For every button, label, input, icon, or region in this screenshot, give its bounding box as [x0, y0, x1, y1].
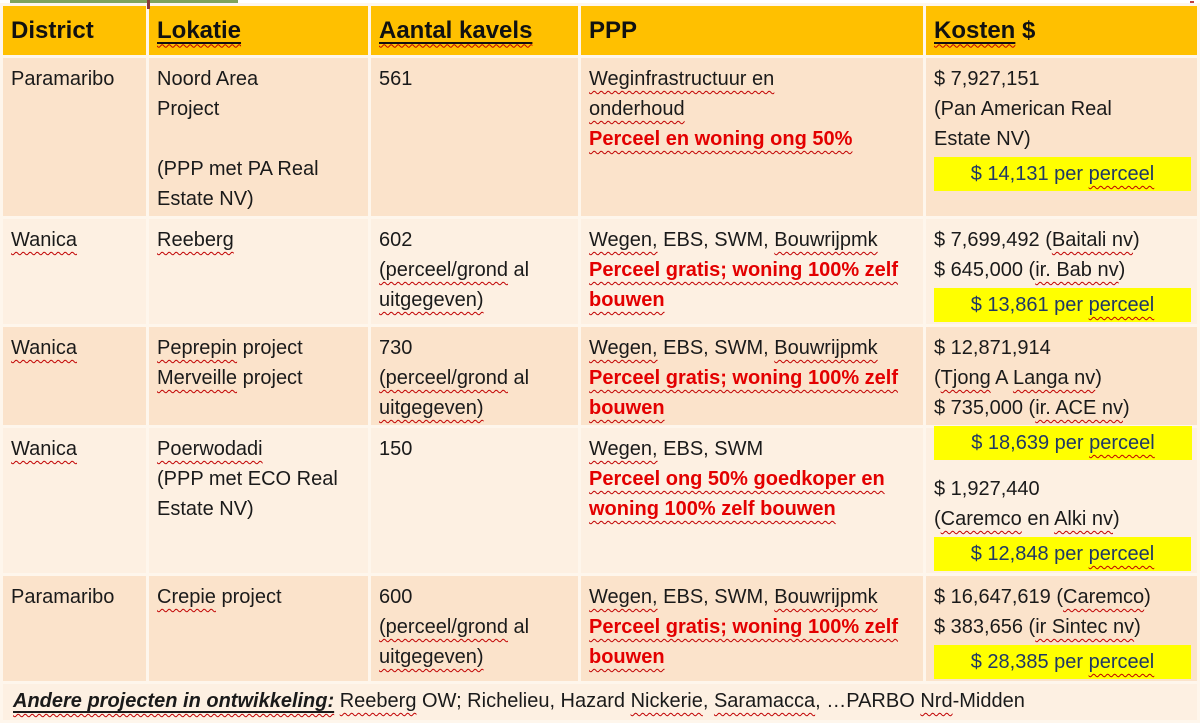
- text-segment: Estate NV): [934, 128, 1031, 150]
- text-line: [589, 333, 917, 363]
- district-cell: [3, 219, 146, 324]
- text-segment: [774, 337, 877, 359]
- spellcheck-squiggle: Perceel ong 50% goedkoper en: [589, 468, 885, 490]
- spellcheck-squiggle: Crepie: [157, 586, 216, 608]
- text-segment: $ 28,385 per: [970, 651, 1089, 673]
- text-segment: ): [1095, 367, 1102, 389]
- text-line: [934, 124, 1191, 154]
- text-segment: $ 12,848 per: [970, 543, 1089, 565]
- text-segment: [157, 128, 163, 150]
- table-row: [3, 327, 1197, 425]
- text-segment: [1089, 651, 1155, 673]
- text-line: [11, 582, 140, 612]
- text-segment: [589, 259, 898, 281]
- text-segment: $ 1,927,440: [934, 478, 1040, 500]
- table-row: [3, 576, 1197, 681]
- text-line: [157, 464, 362, 494]
- text-segment: [589, 68, 774, 90]
- text-line: [157, 94, 362, 124]
- text-segment: [1054, 508, 1113, 530]
- text-segment: [589, 98, 685, 120]
- text-segment: [1035, 616, 1134, 638]
- ppp-cell: [581, 428, 923, 573]
- text-line: [379, 255, 572, 285]
- spellcheck-squiggle: perceel: [1089, 432, 1155, 454]
- spellcheck-squiggle: (perceel/grond: [379, 616, 508, 638]
- spellcheck-squiggle: Langa nv: [1012, 367, 1096, 389]
- text-segment: [589, 646, 665, 668]
- text-segment: , …PARBO: [815, 690, 921, 712]
- lokatie-cell: [149, 219, 368, 324]
- spellcheck-squiggle: Caremco: [940, 508, 1022, 530]
- text-segment: [340, 690, 417, 712]
- text-segment: [589, 367, 898, 389]
- spellcheck-squiggle: Perceel gratis; woning 100% zelf: [589, 616, 898, 638]
- text-segment: [379, 616, 508, 638]
- text-segment: ): [1123, 397, 1130, 419]
- text-line: [379, 333, 572, 363]
- text-segment: [379, 17, 532, 44]
- text-segment: Estate NV): [157, 188, 254, 210]
- text-segment: [631, 690, 703, 712]
- ppp-cell: [581, 58, 923, 216]
- text-segment: [941, 508, 1022, 530]
- text-segment: $: [1015, 16, 1036, 44]
- text-segment: $ 14,131 per: [970, 163, 1089, 185]
- ppp-cell: [581, 576, 923, 681]
- spellcheck-squiggle: bouwen: [589, 397, 665, 419]
- text-segment: Estate NV): [157, 498, 254, 520]
- text-segment: (PPP met PA Real: [157, 158, 319, 180]
- spellcheck-squiggle: Reeberg: [339, 690, 417, 712]
- text-segment: 150: [379, 438, 413, 460]
- text-line: [589, 285, 917, 315]
- text-line: [379, 363, 572, 393]
- text-line: [589, 393, 917, 423]
- text-line: [11, 434, 140, 464]
- text-segment: [11, 337, 77, 359]
- lokatie-cell: [149, 327, 368, 425]
- spellcheck-squiggle: Nickerie: [630, 690, 703, 712]
- text-segment: $ 16,647,619 (: [934, 586, 1063, 608]
- text-line: [934, 504, 1191, 534]
- text-line: [589, 363, 917, 393]
- per-perceel-highlight: [934, 537, 1191, 571]
- aantal-kavels-cell: [371, 58, 578, 216]
- text-line: [589, 434, 917, 464]
- text-segment: District: [11, 16, 94, 44]
- text-line: [157, 363, 362, 393]
- text-segment: Paramaribo: [11, 586, 115, 608]
- text-segment: [589, 616, 898, 638]
- text-segment: [11, 438, 77, 460]
- ppp-cell: [581, 327, 923, 425]
- spellcheck-squiggle: ir. Bab nv: [1035, 259, 1119, 281]
- text-segment: [920, 690, 952, 712]
- spellcheck-squiggle: Bouwrijpmk: [774, 337, 878, 359]
- spellcheck-squiggle: ir. ACE nv: [1035, 397, 1124, 419]
- text-segment: [379, 259, 508, 281]
- text-segment: [589, 397, 665, 419]
- text-segment: -Midden: [952, 690, 1025, 712]
- ppp-cell: [581, 219, 923, 324]
- spellcheck-squiggle: Kosten: [934, 16, 1016, 44]
- text-segment: [1035, 397, 1123, 419]
- text-segment: [13, 690, 334, 712]
- spellcheck-squiggle: Tjong: [940, 367, 991, 389]
- text-segment: [774, 229, 877, 251]
- text-segment: [1063, 586, 1144, 608]
- text-segment: [157, 229, 234, 251]
- district-cell: [3, 58, 146, 216]
- text-segment: [157, 586, 216, 608]
- spellcheck-squiggle: Perceel gratis; woning 100% zelf: [589, 259, 898, 281]
- spellcheck-squiggle: Wegen,: [589, 229, 658, 251]
- per-perceel-highlight: [934, 157, 1191, 191]
- text-line: [379, 393, 572, 423]
- text-segment: [1089, 163, 1155, 185]
- text-segment: [1052, 229, 1133, 251]
- spellcheck-squiggle: perceel: [1088, 163, 1155, 185]
- text-segment: [934, 17, 1015, 44]
- text-segment: project: [215, 586, 282, 608]
- aantal-kavels-cell: [371, 576, 578, 681]
- text-line: [379, 612, 572, 642]
- spellcheck-squiggle: Wegen,: [589, 438, 658, 460]
- text-segment: [1089, 432, 1155, 454]
- text-segment: [589, 128, 852, 150]
- text-segment: [1035, 259, 1118, 281]
- spellcheck-squiggle: (perceel/grond: [379, 259, 508, 281]
- spellcheck-squiggle: uitgegeven): [379, 397, 484, 419]
- text-segment: 600: [379, 586, 413, 608]
- text-segment: [157, 367, 237, 389]
- text-line: [934, 363, 1191, 393]
- text-segment: [11, 229, 77, 251]
- text-line: [589, 494, 917, 524]
- text-segment: [379, 367, 508, 389]
- text-segment: (: [934, 367, 941, 389]
- text-segment: [157, 438, 263, 460]
- text-segment: 730: [379, 337, 413, 359]
- per-perceel-highlight: [934, 426, 1192, 460]
- kosten-cell: [926, 576, 1197, 681]
- text-segment: ): [1118, 259, 1126, 281]
- text-line: [379, 582, 572, 612]
- kosten-cell: [926, 58, 1197, 216]
- text-line: [157, 582, 362, 612]
- text-segment: Noord Area: [157, 68, 259, 90]
- text-segment: EBS, SWM,: [657, 229, 775, 251]
- spellcheck-squiggle: Wanica: [11, 337, 77, 359]
- text-segment: ): [1133, 229, 1140, 251]
- spellcheck-squiggle: Nrd: [920, 690, 953, 712]
- footer-note: [3, 684, 1197, 720]
- text-segment: ): [1112, 508, 1120, 530]
- text-segment: EBS, SWM,: [657, 586, 775, 608]
- text-segment: ): [1134, 616, 1141, 638]
- text-segment: EBS, SWM: [657, 438, 764, 460]
- text-line: [379, 225, 572, 255]
- text-segment: [379, 646, 484, 668]
- spellcheck-squiggle: Caremco: [1063, 586, 1145, 608]
- spellcheck-squiggle: Wanica: [11, 438, 77, 460]
- spellcheck-squiggle: perceel: [1088, 651, 1155, 673]
- text-line: [589, 464, 917, 494]
- aantal-kavels-cell: [371, 219, 578, 324]
- spellcheck-squiggle: Wegen,: [589, 337, 658, 359]
- column-header-aantal-kavels: [371, 6, 578, 55]
- text-line: [11, 225, 140, 255]
- text-line: [379, 285, 572, 315]
- text-segment: $ 645,000 (: [934, 259, 1036, 281]
- slide-edge-artifact-red-tick: [147, 0, 150, 9]
- spellcheck-squiggle: perceel: [1088, 294, 1155, 316]
- aantal-kavels-cell: [371, 327, 578, 425]
- text-line: [379, 434, 572, 464]
- text-segment: PPP: [589, 16, 638, 44]
- spellcheck-squiggle: Saramacca: [713, 690, 816, 712]
- spellcheck-squiggle: Bouwrijpmk: [774, 229, 878, 251]
- spellcheck-squiggle: Merveille: [157, 367, 238, 389]
- text-segment: OW; Richelieu, Hazard: [416, 690, 631, 712]
- text-line: [589, 64, 917, 94]
- text-segment: [774, 586, 877, 608]
- spellcheck-squiggle: Perceel gratis; woning 100% zelf: [589, 367, 898, 389]
- text-segment: [589, 586, 658, 608]
- text-segment: [589, 498, 836, 520]
- text-line: [157, 154, 362, 184]
- text-segment: al: [507, 367, 530, 389]
- column-header-kosten: [926, 6, 1197, 55]
- text-line: [934, 612, 1191, 642]
- district-cell: [3, 327, 146, 425]
- spellcheck-squiggle: uitgegeven): [379, 289, 484, 311]
- text-line: [589, 94, 917, 124]
- spellcheck-squiggle: Aantal kavels: [379, 16, 533, 44]
- text-segment: [589, 468, 885, 490]
- column-header-lokatie: [149, 6, 368, 55]
- text-segment: [379, 397, 484, 419]
- text-segment: [714, 690, 815, 712]
- lokatie-cell: [149, 576, 368, 681]
- text-segment: [157, 17, 241, 44]
- spellcheck-squiggle: Weginfrastructuur en: [589, 68, 775, 90]
- per-perceel-highlight: [934, 288, 1191, 322]
- text-line: [157, 184, 362, 214]
- text-segment: [589, 438, 658, 460]
- text-segment: $ 12,871,914: [934, 337, 1051, 359]
- text-segment: [1089, 543, 1155, 565]
- text-line: [379, 642, 572, 672]
- text-line: [589, 582, 917, 612]
- spellcheck-squiggle: Perceel en woning ong 50%: [589, 128, 853, 150]
- text-segment: EBS, SWM,: [657, 337, 775, 359]
- text-line: [934, 225, 1191, 255]
- text-segment: $ 7,699,492 (: [934, 229, 1052, 251]
- text-segment: ,: [702, 690, 714, 712]
- spellcheck-squiggle: Wegen,: [589, 586, 658, 608]
- text-segment: (: [934, 508, 941, 530]
- text-line: [157, 333, 362, 363]
- kosten-cell: [926, 327, 1197, 454]
- spellcheck-squiggle: perceel: [1088, 543, 1155, 565]
- text-segment: Paramaribo: [11, 68, 115, 90]
- spellcheck-squiggle: (perceel/grond: [379, 367, 508, 389]
- text-segment: (Pan American Real: [934, 98, 1112, 120]
- text-segment: $ 18,639 per: [971, 432, 1090, 454]
- text-segment: $ 7,927,151: [934, 68, 1040, 90]
- table-row: [3, 219, 1197, 324]
- text-line: [934, 333, 1191, 363]
- spellcheck-squiggle: ir Sintec nv: [1035, 616, 1135, 638]
- text-segment: [379, 289, 484, 311]
- spellcheck-squiggle: Baitali nv: [1051, 229, 1134, 251]
- text-segment: [1013, 367, 1095, 389]
- spellcheck-squiggle: onderhoud: [589, 98, 685, 120]
- text-line: [934, 393, 1191, 423]
- spellcheck-squiggle: uitgegeven): [379, 646, 484, 668]
- text-segment: $ 13,861 per: [970, 294, 1089, 316]
- text-segment: Project: [157, 98, 220, 120]
- spellcheck-squiggle: bouwen: [589, 289, 665, 311]
- text-line: [11, 333, 140, 363]
- text-segment: [589, 229, 658, 251]
- header-row: [3, 6, 1197, 55]
- text-segment: [1089, 294, 1155, 316]
- text-segment: $ 735,000 (: [934, 397, 1036, 419]
- text-line: [934, 582, 1191, 612]
- spellcheck-squiggle: Wanica: [11, 229, 77, 251]
- lokatie-cell: [149, 428, 368, 573]
- text-segment: al: [507, 616, 530, 638]
- text-line: [157, 124, 362, 154]
- text-line: [589, 225, 917, 255]
- spellcheck-squiggle: Lokatie: [157, 16, 242, 44]
- lokatie-cell: [149, 58, 368, 216]
- text-segment: $ 383,656 (: [934, 616, 1036, 638]
- text-line: [589, 255, 917, 285]
- column-header-ppp: [581, 6, 923, 55]
- text-segment: [157, 337, 237, 359]
- spellcheck-squiggle: Poerwodadi: [157, 438, 263, 460]
- text-line: [379, 64, 572, 94]
- text-segment: [589, 289, 665, 311]
- text-segment: al: [507, 259, 530, 281]
- text-segment: en: [1021, 508, 1055, 530]
- spellcheck-squiggle: bouwen: [589, 646, 665, 668]
- text-line: [157, 64, 362, 94]
- spellcheck-squiggle: Reeberg: [157, 229, 234, 251]
- column-header-district: [3, 6, 146, 55]
- aantal-kavels-cell: [371, 428, 578, 573]
- text-segment: project: [237, 337, 303, 359]
- table-row: [3, 58, 1197, 216]
- text-segment: [941, 367, 991, 389]
- text-line: [157, 434, 362, 464]
- district-cell: [3, 428, 146, 573]
- spellcheck-squiggle: woning 100% zelf bouwen: [589, 498, 836, 520]
- text-line: [589, 642, 917, 672]
- district-cell: [3, 576, 146, 681]
- text-segment: (PPP met ECO Real: [157, 468, 338, 490]
- text-line: [157, 494, 362, 524]
- text-line: [157, 225, 362, 255]
- ppp-projects-table: [0, 3, 1200, 723]
- kosten-cell: [926, 219, 1197, 324]
- text-line: [934, 64, 1191, 94]
- footer-row: [3, 684, 1197, 720]
- spellcheck-squiggle: Bouwrijpmk: [774, 586, 878, 608]
- text-segment: A: [990, 367, 1013, 389]
- text-segment: ): [1144, 586, 1151, 608]
- per-perceel-highlight: [934, 645, 1191, 679]
- spellcheck-squiggle: Peprepin: [157, 337, 238, 359]
- spellcheck-squiggle: Andere projecten in ontwikkeling:: [13, 690, 335, 712]
- spellcheck-squiggle: Alki nv: [1054, 508, 1113, 530]
- text-line: [589, 124, 917, 154]
- text-segment: project: [237, 367, 303, 389]
- text-line: [934, 255, 1191, 285]
- text-segment: 561: [379, 68, 413, 90]
- text-line: [11, 64, 140, 94]
- text-line: [934, 94, 1191, 124]
- text-line: [934, 474, 1191, 504]
- text-segment: 602: [379, 229, 413, 251]
- text-segment: [589, 337, 658, 359]
- text-line: [589, 612, 917, 642]
